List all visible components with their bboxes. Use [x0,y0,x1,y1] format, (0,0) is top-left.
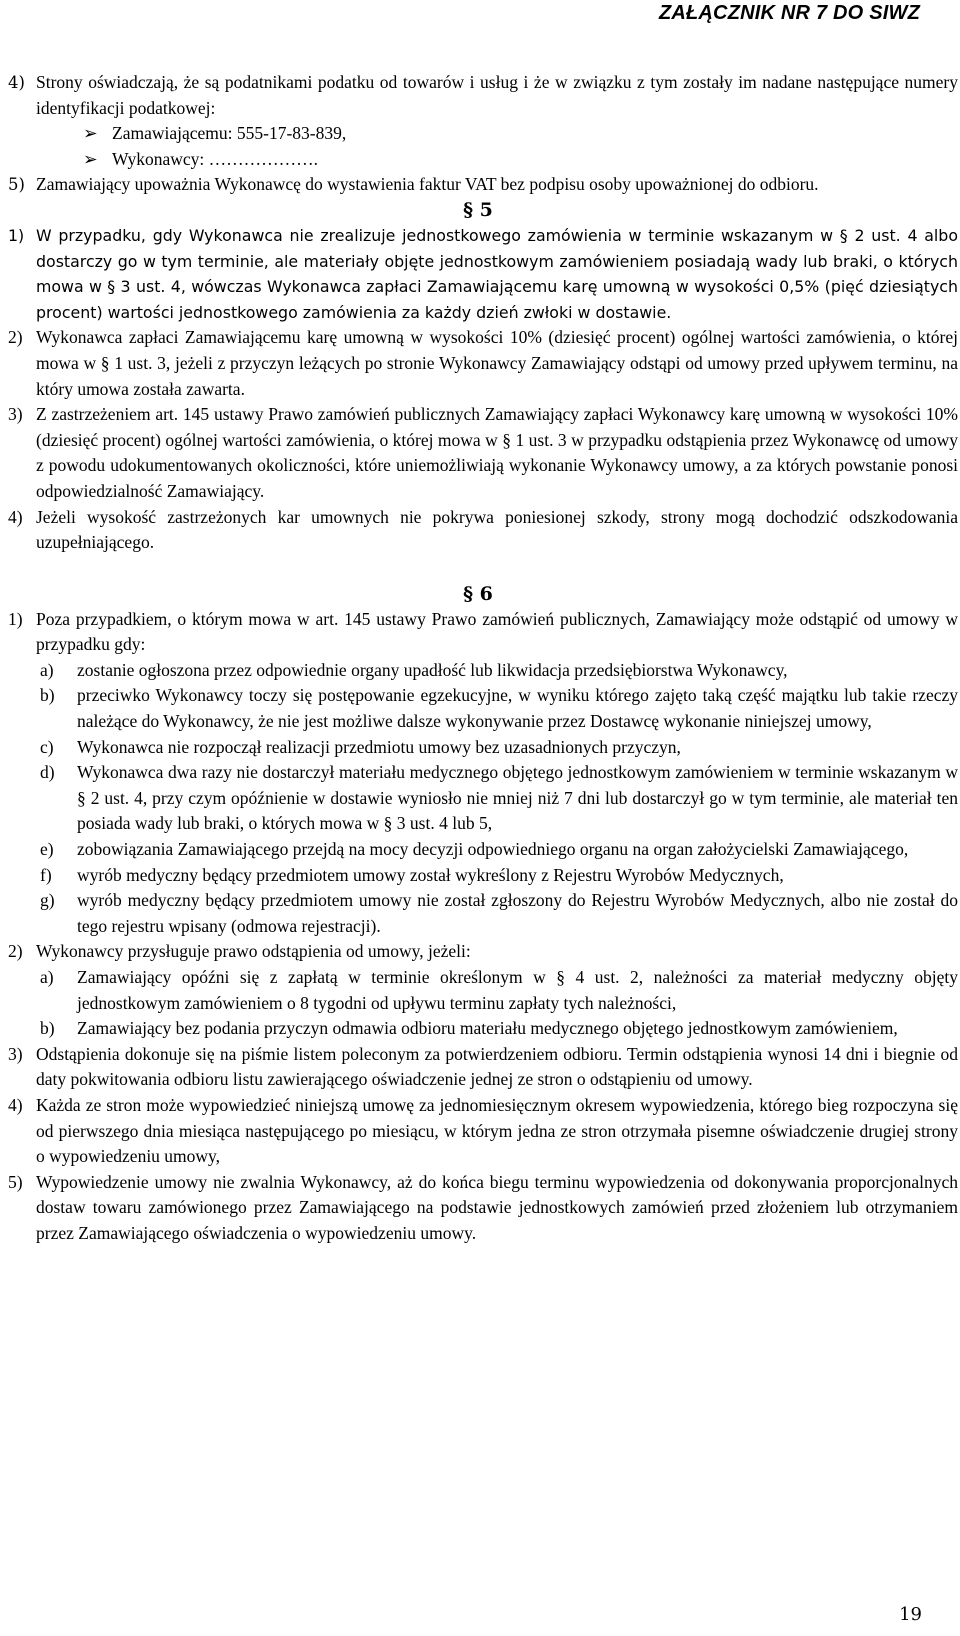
sub-text: wyrób medyczny będący przedmiotem umowy nie został zgłoszony do Rejestru Wyrobów Medycznych, albo nie został do tego rejestru wpisany (odmowa rejestracji). [77,890,958,936]
page-number: 19 [899,1604,922,1625]
item-number: 2) [8,941,23,962]
sub-text: Zamawiający opóźni się z zapłatą w terminie określonym w § 4 ust. 2, należności za materiał medyczny objęty jednostkowym zamówieniem o 8 tygodni od upływu terminu zapłaty tych należności, [77,967,958,1013]
s5-item-4 [8,505,958,556]
item-number: 4) [8,506,23,527]
paragraph-4 [8,70,958,121]
s6-item-1 [8,607,958,658]
sub-letter: a) [40,659,54,680]
item-number: 5) [8,1171,23,1192]
item-number: 2) [8,327,23,348]
s6-1-f [8,863,958,889]
sub-letter: g) [40,890,55,911]
arrow-bullet-icon: ➢ [83,148,98,169]
sub-text: zostanie ogłoszona przez odpowiednie organy upadłość lub likwidacja przedsiębiorstwa Wykonawcy, [77,659,788,680]
item-text: Jeżeli wysokość zastrzeżonych kar umownych nie pokrywa poniesionej szkody, strony mogą dochodzić odszkodowania uzupełniającego. [36,506,958,553]
item-text: Wykonawcy przysługuje prawo odstąpienia od umowy, jeżeli: [36,941,471,962]
s6-1-d [8,760,958,837]
sub-letter: b) [40,685,55,706]
sub-text: przeciwko Wykonawcy toczy się postępowanie egzekucyjne, w wyniku którego zajęto taką część majątku lub takie rzeczy należące do Wykonawcy, że nie jest możliwe dalsze wykonywanie przez Dostawcę wykonanie niniejszej umowy, [77,685,958,732]
s6-1-a [8,658,958,684]
arrow-bullet-icon: ➢ [83,123,98,144]
item-text: Wypowiedzenie umowy nie zwalnia Wykonawcy, aż do końca biegu terminu wypowiedzenia od dokonywania proporcjonalnych dostaw towaru zamówionego przez Zamawiającego na podstawie jednostkowych zamówień przed złożeniem lub otrzymaniem przez Zamawiającego oświadczenia o wypowiedzeniu umowy. [36,1171,958,1243]
section-6-heading: § 6 [463,582,493,605]
item-text: Każda ze stron może wypowiedzieć niniejszą umowę za jednomiesięcznym okresem wypowiedzenia, którego bieg rozpoczyna się od pierwszego dnia miesiąca następującego po miesiącu, w którym jedna ze stron otrzymała pisemne oświadczenie drugiej strony o wypowiedzeniu umowy, [36,1094,958,1167]
s5-item-2 [8,325,958,402]
paragraph-number: 5) [8,175,25,195]
s6-1-e [8,837,958,863]
paragraph-number: 4) [8,73,25,92]
item-number: 1) [8,608,23,629]
sub-letter: d) [40,762,55,783]
page-header: ZAŁĄCZNIK NR 7 DO SIWZ [658,2,920,24]
s6-1-c [8,735,958,761]
document-body [8,70,958,1247]
item-number: 3) [8,1043,23,1064]
s5-item-3 [8,402,958,504]
s6-item-4 [8,1093,958,1170]
bullet-text: Wykonawcy: ………………. [112,148,319,169]
s6-item-3 [8,1042,958,1093]
s6-item-2 [8,939,958,965]
item-text: Wykonawca zapłaci Zamawiającemu karę umowną w wysokości 10% (dziesięć procent) ogólnej wartości zamówienia, o której mowa w § 1 ust. 3, jeżeli z przyczyn leżących po stronie Wykonawcy Zamawiający odstąpi od umowy przed upływem terminu, na który umowa została zawarta. [36,327,958,399]
s6-1-g [8,888,958,939]
s6-2-a [8,965,958,1016]
sub-letter: e) [40,839,54,860]
s6-2-b [8,1016,958,1042]
sub-text: wyrób medyczny będący przedmiotem umowy został wykreślony z Rejestru Wyrobów Medycznych, [77,864,784,885]
sub-text: Wykonawca dwa razy nie dostarczył materiału medycznego objętego jednostkowym zamówieniem w terminie wskazanym w § 2 ust. 4, przy czym opóźnienie w dostawie wyniosło nie mniej niż 7 dni lub dostarczył go w tym terminie, ale materiał ten posiada wady lub braki, o których mowa w § 3 ust. 4 lub 5, [77,762,958,834]
bullet-zamawiajacy [8,121,958,147]
sub-letter: f) [40,864,52,885]
item-text: Poza przypadkiem, o którym mowa w art. 145 ustawy Prawo zamówień publicznych, Zamawiający może odstąpić od umowy w przypadku gdy: [36,608,958,655]
bullet-wykonawca [8,147,958,173]
item-text: Z zastrzeżeniem art. 145 ustawy Prawo zamówień publicznych Zamawiający zapłaci Wykonawcy karę umowną w wysokości 10% (dziesięć procent) ogólnej wartości zamówienia, o której mowa w § 1 ust. 3 w przypadku odstąpienia przez Wykonawcę od umowy z powodu udokumentowanych okoliczności, które uniemożliwiają wykonanie Wykonawcy umowy, a za których powstanie ponosi odpowiedzialność Zamawiający. [36,404,958,501]
item-text: W przypadku, gdy Wykonawca nie zrealizuje jednostkowego zamówienia w terminie wskazanym w § 2 ust. 4 albo dostarczy go w tym terminie, ale materiały objęte jednostkowym zamówieniem posiadają wady lub braki, o których mowa w § 3 ust. 4, wówczas Wykonawca zapłaci Zamawiającemu karę umowną w wysokości 0,5% (pięć dziesiątych procent) wartości jednostkowego zamówienia za każdy dzień zwłoki w dostawie. [36,225,958,322]
sub-letter: b) [40,1018,55,1039]
sub-text: Wykonawca nie rozpoczął realizacji przedmiotu umowy bez uzasadnionych przyczyn, [77,736,681,757]
bullet-text: Zamawiającemu: 555-17-83-839, [112,123,347,144]
item-number: 4) [8,1094,23,1115]
sub-letter: c) [40,736,54,757]
item-number: 3) [8,404,23,425]
item-number: 1) [8,225,25,245]
s5-item-1 [8,223,958,325]
section-5-heading: § 5 [463,198,493,221]
sub-text: Zamawiający bez podania przyczyn odmawia odbioru materiału medycznego objętego jednostkowym zamówieniem, [77,1018,898,1039]
s6-1-b [8,683,958,734]
paragraph-text: Zamawiający upoważnia Wykonawcę do wystawienia faktur VAT bez podpisu osoby upoważnionej do odbioru. [36,174,819,195]
sub-letter: a) [40,967,54,987]
sub-text: zobowiązania Zamawiającego przejdą na mocy decyzji odpowiedniego organu na organ założycielski Zamawiającego, [77,839,909,860]
paragraph-text: Strony oświadczają, że są podatnikami podatku od towarów i usług i że w związku z tym zostały im nadane następujące numery identyfikacji podatkowej: [36,72,958,118]
item-text: Odstąpienia dokonuje się na piśmie listem poleconym za potwierdzeniem odbioru. Termin odstąpienia wynosi 14 dni i biegnie od daty pokwitowania odbioru listu zawierającego oświadczenie jednej ze stron o odstąpieniu od umowy. [36,1043,958,1090]
s6-item-5 [8,1170,958,1247]
paragraph-5 [8,172,958,198]
